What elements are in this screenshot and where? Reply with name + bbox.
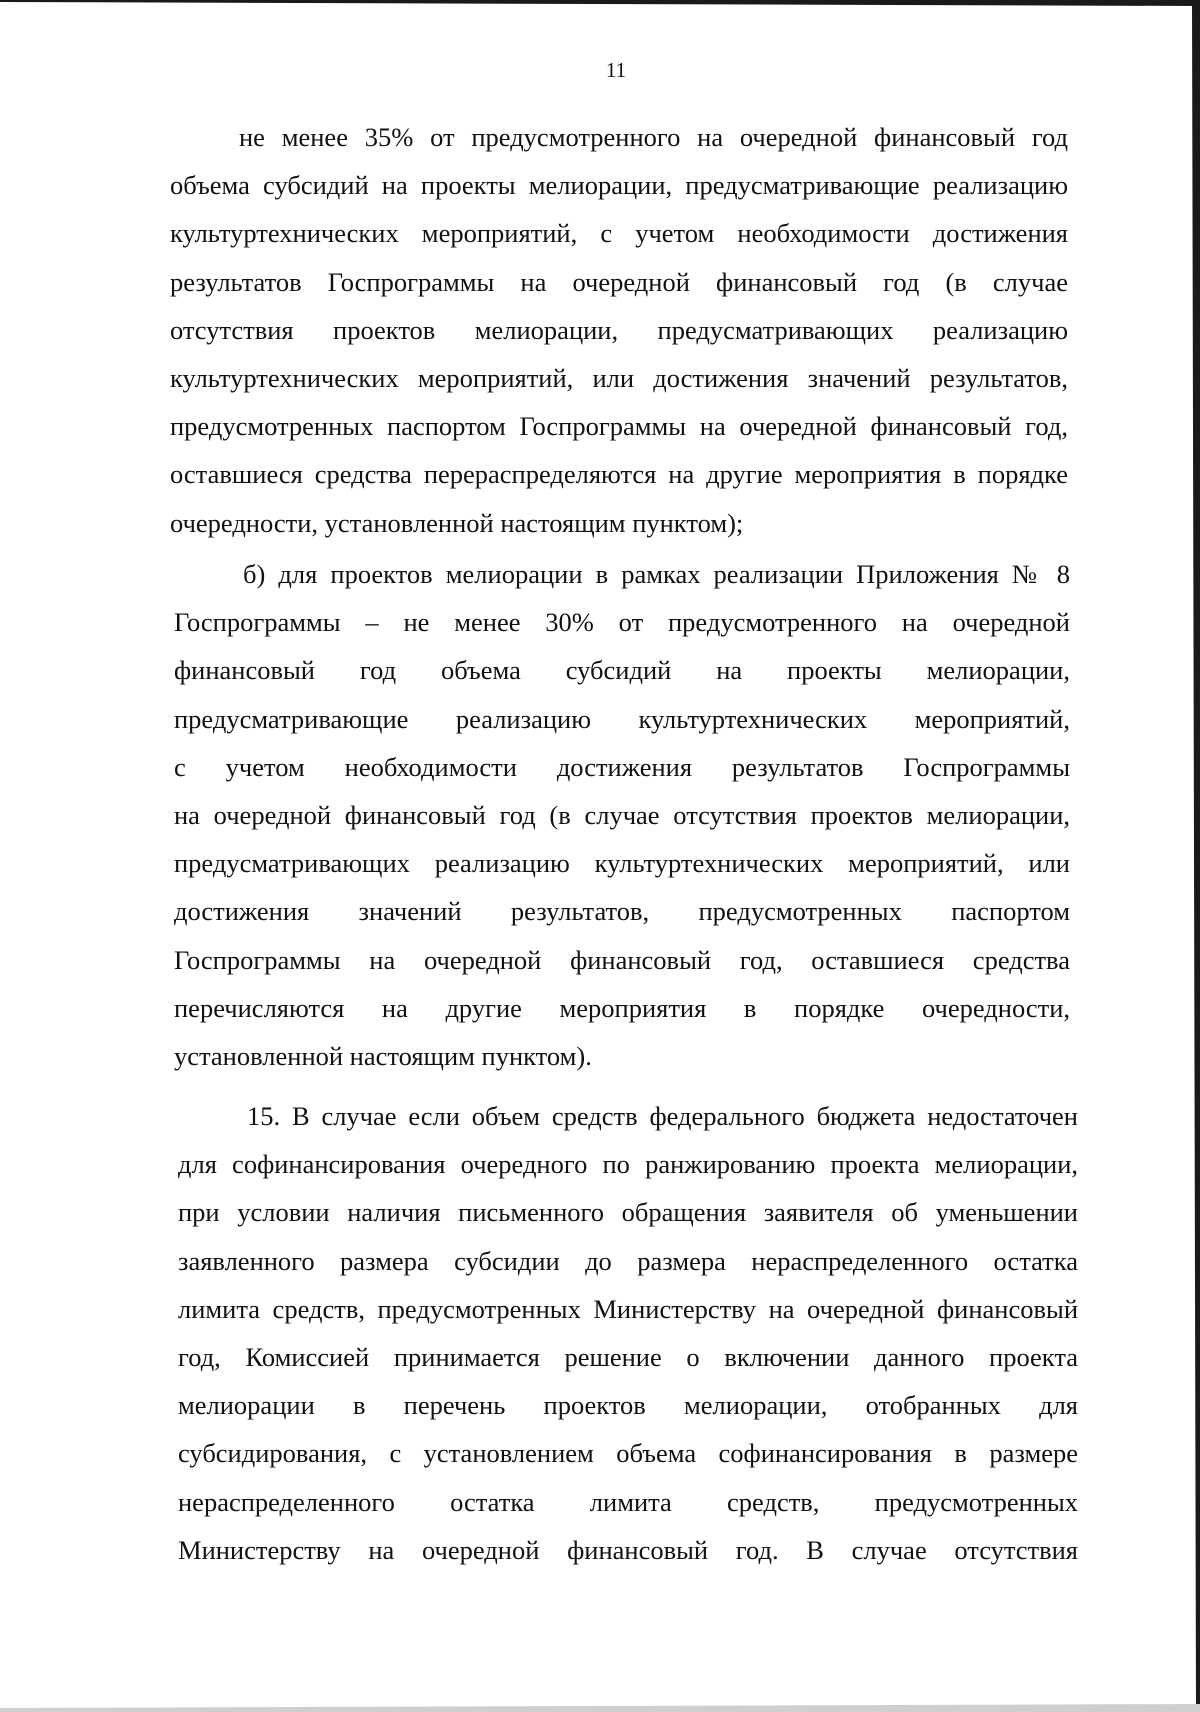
paragraph-a-line: результатов Госпрограммы на очередной финансовый год (в случае — [170, 266, 1068, 297]
paragraph-15-line: 15. В случае если объем средств федерального бюджета недостаточен — [247, 1101, 1078, 1131]
paragraph-b-line: Госпрограммы на очередной финансовый год, оставшиеся средства — [174, 944, 1070, 975]
paragraph-a-line: очередности, установленной настоящим пунктом); — [170, 507, 744, 538]
paragraph-15 — [178, 1092, 1078, 1574]
paragraph-b-line: установленной настоящим пунктом). — [174, 1040, 592, 1071]
paragraph-b-line: предусматривающих реализацию культуртехнических мероприятий, или — [174, 848, 1070, 879]
paragraph-b-line: б) для проектов мелиорации в рамках реализации Приложения № 8 — [243, 559, 1070, 589]
paragraph-15-line: мелиорации в перечень проектов мелиорации, отобранных для — [178, 1390, 1078, 1421]
paragraph-b-line: на очередной финансовый год (в случае отсутствия проектов мелиорации, — [174, 799, 1070, 830]
paragraph-a-line: предусмотренных паспортом Госпрограммы на очередной финансовый год, — [170, 411, 1068, 442]
paragraph-a-line: оставшиеся средства перераспределяются на другие мероприятия в порядке — [170, 459, 1068, 490]
paragraph-15-line: Министерству на очередной финансовый год. В случае отсутствия — [178, 1534, 1078, 1565]
paragraph-15-line: при условии наличия письменного обращения заявителя об уменьшении — [178, 1197, 1078, 1228]
paragraph-b-line: Госпрограммы – не менее 30% от предусмотренного на очередной — [174, 607, 1070, 638]
paragraph-a-line: не менее 35% от предусмотренного на очередной финансовый год — [239, 122, 1068, 152]
paragraph-b-line: предусматривающие реализацию культуртехнических мероприятий, — [174, 703, 1070, 734]
paragraph-15-line: для софинансирования очередного по ранжированию проекта мелиорации, — [178, 1149, 1078, 1180]
paragraph-15-line: нераспределенного остатка лимита средств, предусмотренных — [178, 1486, 1078, 1517]
paragraph-b-line: финансовый год объема субсидий на проекты мелиорации, — [174, 655, 1070, 686]
paragraph-15-line: заявленного размера субсидии до размера нераспределенного остатка — [178, 1245, 1078, 1276]
paragraph-a-line: отсутствия проектов мелиорации, предусматривающих реализацию — [170, 314, 1068, 345]
paragraph-b-line: с учетом необходимости достижения результатов Госпрограммы — [174, 751, 1070, 782]
paragraph-b-line: достижения значений результатов, предусмотренных паспортом — [174, 896, 1070, 927]
paragraph-15-line: год, Комиссией принимается решение о включении данного проекта — [178, 1341, 1078, 1372]
page-number: 11 — [605, 58, 627, 82]
paragraph-15-line: лимита средств, предусмотренных Министерству на очередной финансовый — [178, 1293, 1078, 1324]
paragraph-b — [174, 550, 1070, 1080]
paragraph-15-line: субсидирования, с установлением объема софинансирования в размере — [178, 1438, 1078, 1469]
paragraph-a-line: культуртехнических мероприятий, или достижения значений результатов, — [170, 362, 1068, 393]
paragraph-b-line: перечисляются на другие мероприятия в порядке очередности, — [174, 992, 1070, 1023]
paragraph-a — [170, 113, 1068, 547]
paragraph-a-line: культуртехнических мероприятий, с учетом необходимости достижения — [170, 218, 1068, 249]
paragraph-a-line: объема субсидий на проекты мелиорации, предусматривающие реализацию — [170, 170, 1068, 201]
